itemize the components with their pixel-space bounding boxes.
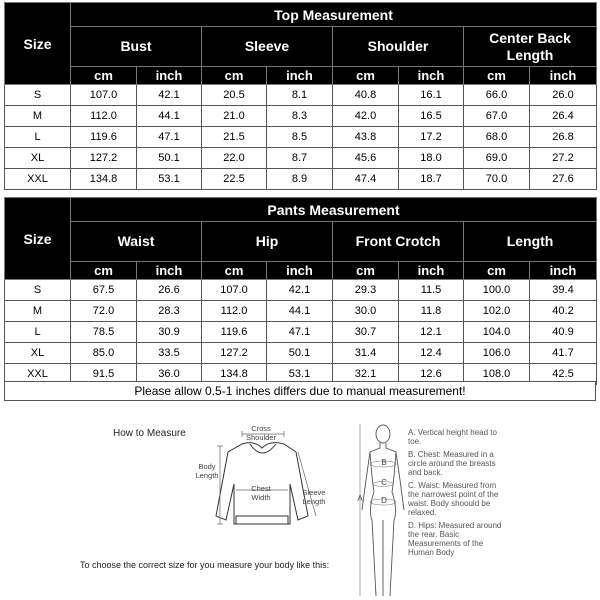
table-cell: 22.5 bbox=[202, 169, 267, 190]
table-cell: 100.0 bbox=[464, 280, 530, 301]
table-cell: 16.1 bbox=[399, 85, 464, 106]
body-length-label: Body Length bbox=[195, 462, 219, 480]
letter-c: C bbox=[381, 478, 387, 487]
table-cell: 39.4 bbox=[530, 280, 597, 301]
table-cell: 8.1 bbox=[267, 85, 333, 106]
table-cell: 20.5 bbox=[202, 85, 267, 106]
choose-size-instruction: To choose the correct size for you measure your body like this: bbox=[80, 560, 330, 570]
unit-header: cm bbox=[202, 262, 267, 280]
table-cell: 32.1 bbox=[333, 364, 399, 385]
table-cell: 43.8 bbox=[333, 127, 399, 148]
note-d: D. Hips: Measured around the rear. Basic Measurements of the Human Body bbox=[408, 521, 502, 557]
table-cell: 26.4 bbox=[530, 106, 597, 127]
body-figure bbox=[352, 420, 408, 598]
table-cell: 42.1 bbox=[137, 85, 202, 106]
table-cell: 72.0 bbox=[71, 301, 137, 322]
size-cell: S bbox=[5, 280, 71, 301]
table-row bbox=[5, 322, 597, 343]
table-cell: 78.5 bbox=[71, 322, 137, 343]
table-cell: 12.1 bbox=[399, 322, 464, 343]
note-a: A. Vertical height head to toe. bbox=[408, 428, 497, 446]
table-cell: 107.0 bbox=[71, 85, 137, 106]
table-cell: 36.0 bbox=[137, 364, 202, 385]
size-cell: XL bbox=[5, 343, 71, 364]
table-cell: 42.0 bbox=[333, 106, 399, 127]
measure-notes bbox=[408, 428, 508, 561]
table-row bbox=[5, 343, 597, 364]
table-cell: 47.4 bbox=[333, 169, 399, 190]
size-cell: L bbox=[5, 127, 71, 148]
size-cell: M bbox=[5, 106, 71, 127]
table-cell: 31.4 bbox=[333, 343, 399, 364]
table-cell: 8.7 bbox=[267, 148, 333, 169]
table-cell: 8.3 bbox=[267, 106, 333, 127]
table-cell: 85.0 bbox=[71, 343, 137, 364]
unit-header: cm bbox=[464, 262, 530, 280]
letter-a: A bbox=[357, 494, 363, 503]
table-cell: 68.0 bbox=[464, 127, 530, 148]
table-cell: 30.0 bbox=[333, 301, 399, 322]
table-cell: 127.2 bbox=[202, 343, 267, 364]
chest-width-label: Chest Width bbox=[251, 484, 271, 502]
table-cell: 41.7 bbox=[530, 343, 597, 364]
unit-header: cm bbox=[333, 262, 399, 280]
table-cell: 11.8 bbox=[399, 301, 464, 322]
table-cell: 91.5 bbox=[71, 364, 137, 385]
table-cell: 28.3 bbox=[137, 301, 202, 322]
sleeve-length-label: Sleeve Length bbox=[302, 488, 326, 506]
column-group-header: Shoulder bbox=[333, 27, 464, 67]
table-cell: 127.2 bbox=[71, 148, 137, 169]
note-b: B. Chest: Measured in a circle around the breasts and back. bbox=[408, 450, 496, 477]
column-group-header: Center Back Length bbox=[464, 27, 597, 67]
table-cell: 44.1 bbox=[267, 301, 333, 322]
table-cell: 47.1 bbox=[267, 322, 333, 343]
table-cell: 134.8 bbox=[202, 364, 267, 385]
column-group-header: Length bbox=[464, 222, 597, 262]
table-cell: 47.1 bbox=[137, 127, 202, 148]
table-cell: 26.0 bbox=[530, 85, 597, 106]
table-row bbox=[5, 127, 597, 148]
table-row bbox=[5, 148, 597, 169]
table-cell: 27.2 bbox=[530, 148, 597, 169]
unit-header: inch bbox=[137, 262, 202, 280]
size-cell: M bbox=[5, 301, 71, 322]
table-cell: 26.6 bbox=[137, 280, 202, 301]
size-header: Size bbox=[5, 198, 71, 280]
table-cell: 53.1 bbox=[137, 169, 202, 190]
table-cell: 42.5 bbox=[530, 364, 597, 385]
unit-header: inch bbox=[137, 67, 202, 85]
table-row bbox=[5, 280, 597, 301]
unit-header: inch bbox=[530, 262, 597, 280]
table-cell: 40.2 bbox=[530, 301, 597, 322]
table-cell: 104.0 bbox=[464, 322, 530, 343]
table-cell: 30.9 bbox=[137, 322, 202, 343]
table-cell: 8.9 bbox=[267, 169, 333, 190]
size-cell: XXL bbox=[5, 364, 71, 385]
size-cell: XL bbox=[5, 148, 71, 169]
table-cell: 119.6 bbox=[71, 127, 137, 148]
table-cell: 102.0 bbox=[464, 301, 530, 322]
table-cell: 12.6 bbox=[399, 364, 464, 385]
table-cell: 22.0 bbox=[202, 148, 267, 169]
table-cell: 70.0 bbox=[464, 169, 530, 190]
table-cell: 50.1 bbox=[137, 148, 202, 169]
human-body-icon bbox=[352, 420, 408, 598]
table-cell: 16.5 bbox=[399, 106, 464, 127]
table-cell: 26.8 bbox=[530, 127, 597, 148]
column-group-header: Front Crotch bbox=[333, 222, 464, 262]
table-cell: 33.5 bbox=[137, 343, 202, 364]
column-group-header: Waist bbox=[71, 222, 202, 262]
table-row bbox=[5, 85, 597, 106]
table-cell: 107.0 bbox=[202, 280, 267, 301]
table-cell: 17.2 bbox=[399, 127, 464, 148]
unit-header: inch bbox=[399, 67, 464, 85]
unit-header: cm bbox=[71, 67, 137, 85]
table-cell: 8.5 bbox=[267, 127, 333, 148]
unit-header: inch bbox=[399, 262, 464, 280]
table-cell: 67.5 bbox=[71, 280, 137, 301]
table-cell: 21.5 bbox=[202, 127, 267, 148]
cross-shoulder-label: Cross Shoulder bbox=[245, 424, 277, 442]
table-row bbox=[5, 169, 597, 190]
table-cell: 50.1 bbox=[267, 343, 333, 364]
table-cell: 119.6 bbox=[202, 322, 267, 343]
column-group-header: Bust bbox=[71, 27, 202, 67]
table-cell: 18.7 bbox=[399, 169, 464, 190]
table-cell: 12.4 bbox=[399, 343, 464, 364]
table-cell: 53.1 bbox=[267, 364, 333, 385]
unit-header: cm bbox=[71, 262, 137, 280]
unit-header: cm bbox=[202, 67, 267, 85]
column-group-header: Hip bbox=[202, 222, 333, 262]
table-cell: 11.5 bbox=[399, 280, 464, 301]
letter-d: D bbox=[381, 496, 387, 505]
unit-header: cm bbox=[333, 67, 399, 85]
measurement-note: Please allow 0.5-1 inches differs due to manual measurement! bbox=[4, 381, 596, 401]
table-cell: 42.1 bbox=[267, 280, 333, 301]
table-cell: 40.9 bbox=[530, 322, 597, 343]
table-cell: 108.0 bbox=[464, 364, 530, 385]
table-cell: 44.1 bbox=[137, 106, 202, 127]
table-row bbox=[5, 301, 597, 322]
pants-measurement-table bbox=[4, 197, 597, 385]
table-cell: 40.8 bbox=[333, 85, 399, 106]
table-cell: 29.3 bbox=[333, 280, 399, 301]
table-cell: 30.7 bbox=[333, 322, 399, 343]
size-cell: S bbox=[5, 85, 71, 106]
table-cell: 18.0 bbox=[399, 148, 464, 169]
letter-b: B bbox=[381, 458, 387, 467]
table-cell: 45.6 bbox=[333, 148, 399, 169]
table-cell: 106.0 bbox=[464, 343, 530, 364]
table-cell: 112.0 bbox=[71, 106, 137, 127]
size-cell: L bbox=[5, 322, 71, 343]
unit-header: inch bbox=[530, 67, 597, 85]
unit-header: inch bbox=[267, 262, 333, 280]
table-cell: 21.0 bbox=[202, 106, 267, 127]
unit-header: inch bbox=[267, 67, 333, 85]
table-cell: 112.0 bbox=[202, 301, 267, 322]
top-measurement-table bbox=[4, 2, 597, 190]
table-cell: 27.6 bbox=[530, 169, 597, 190]
table-cell: 66.0 bbox=[464, 85, 530, 106]
size-header: Size bbox=[5, 3, 71, 85]
size-cell: XXL bbox=[5, 169, 71, 190]
table-title: Top Measurement bbox=[71, 3, 597, 27]
unit-header: cm bbox=[464, 67, 530, 85]
table-title: Pants Measurement bbox=[71, 198, 597, 222]
note-c: C. Waist: Measured from the narrowest point of the waist. Body shoould be relaxed. bbox=[408, 481, 499, 517]
column-group-header: Sleeve bbox=[202, 27, 333, 67]
table-cell: 69.0 bbox=[464, 148, 530, 169]
table-cell: 67.0 bbox=[464, 106, 530, 127]
how-to-measure-title: How to Measure bbox=[113, 428, 186, 439]
table-cell: 134.8 bbox=[71, 169, 137, 190]
table-row bbox=[5, 106, 597, 127]
